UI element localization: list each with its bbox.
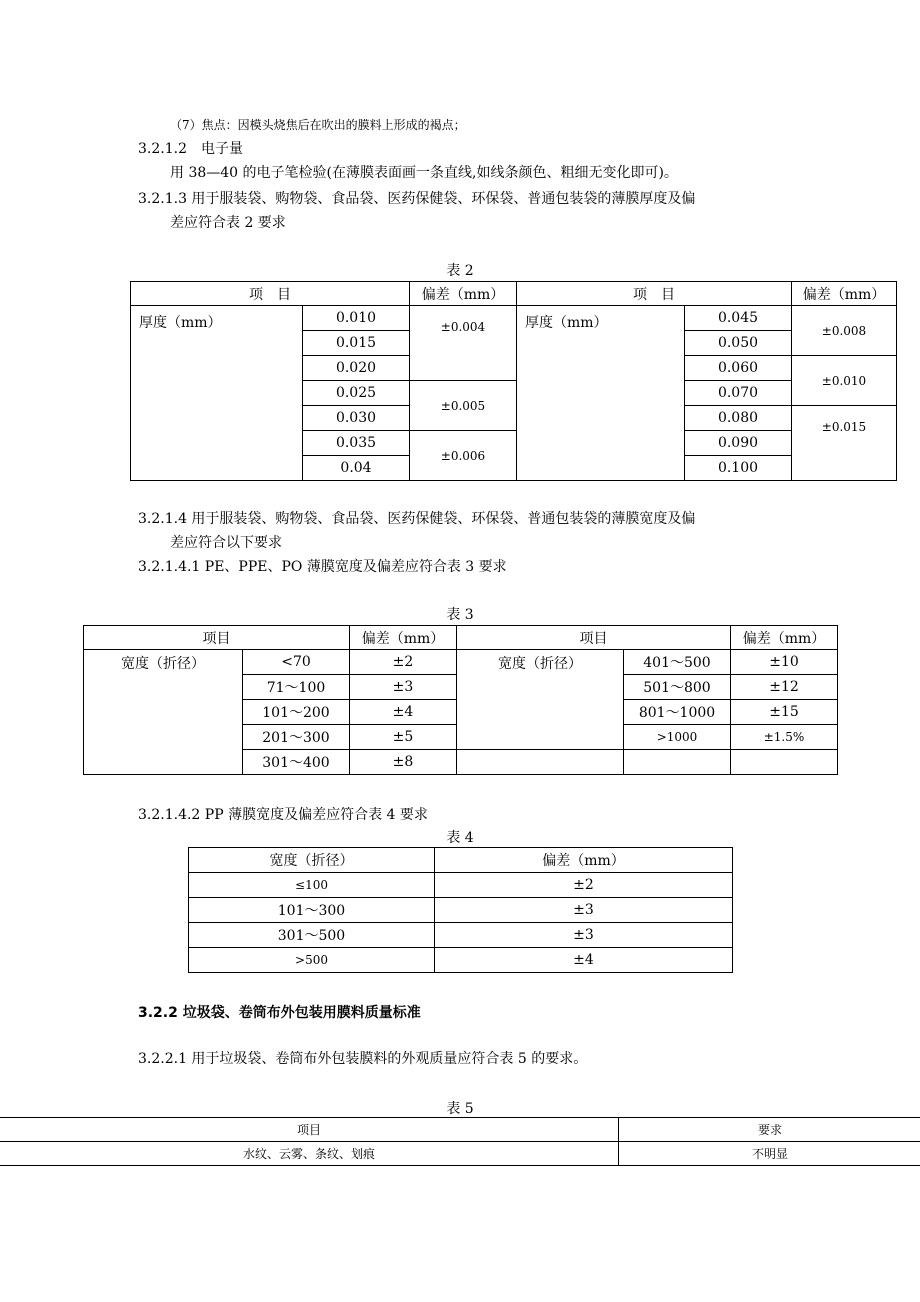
table-3-caption: 表 3 — [446, 607, 474, 623]
table-3-header-item-right: 项目 — [457, 626, 731, 650]
table-4-cell: ±2 — [435, 873, 733, 898]
section-3-2-1-2-heading: 3.2.1.2 电子量 — [138, 141, 243, 157]
table-2-cell: 0.070 — [685, 381, 792, 406]
section-3-2-1-3-text-cont: 差应符合表 2 要求 — [170, 215, 286, 231]
table-2-cell: 0.080 — [685, 406, 792, 431]
section-3-2-1-4-1-text: 3.2.1.4.1 PE、PPE、PO 薄膜宽度及偏差应符合表 3 要求 — [138, 559, 507, 575]
table-3-header-dev-left: 偏差（mm） — [350, 626, 457, 650]
section-3-2-1-2-text: 用 38—40 的电子笔检验(在薄膜表面画一条直线,如线条颜色、粗细无变化即可)。 — [170, 165, 678, 181]
table-3-cell: 101～200 — [243, 700, 350, 725]
section-3-2-2-heading: 3.2.2 垃圾袋、卷筒布外包装用膜料质量标准 — [138, 1005, 421, 1021]
section-3-2-1-4-text: 3.2.1.4 用于服装袋、购物袋、食品袋、医药保健袋、环保袋、普通包装袋的薄膜宽度及偏 — [138, 511, 696, 527]
table-3-cell: ±8 — [350, 750, 457, 775]
table-2-label-right: 厚度（mm） — [517, 306, 685, 481]
table-2-cell: 0.030 — [303, 406, 410, 431]
table-4-cell: ±3 — [435, 923, 733, 948]
table-2-dev-cell: ±0.015 — [792, 406, 897, 481]
defect-focus-item: （7）焦点：因模头烧焦后在吹出的膜料上形成的褐点； — [170, 118, 466, 132]
table-2-dev-cell: ±0.004 — [410, 306, 517, 381]
table-3-cell: ±3 — [350, 675, 457, 700]
table-3 — [83, 625, 838, 775]
table-3-cell: ±5 — [350, 725, 457, 750]
table-3-header-dev-right: 偏差（mm） — [731, 626, 838, 650]
table-3-cell: ±15 — [731, 700, 838, 725]
table-3-cell: ±10 — [731, 650, 838, 675]
table-3-empty-cell — [731, 750, 838, 775]
table-2-header-item-right: 项 目 — [517, 282, 792, 306]
table-3-cell: >1000 — [624, 725, 731, 750]
section-3-2-1-4-text-cont: 差应符合以下要求 — [170, 535, 282, 551]
table-4-cell: >500 — [189, 948, 435, 973]
table-2-caption: 表 2 — [446, 263, 474, 279]
table-2-cell: 0.035 — [303, 431, 410, 456]
table-2-cell: 0.025 — [303, 381, 410, 406]
section-3-2-1-4-2-text: 3.2.1.4.2 PP 薄膜宽度及偏差应符合表 4 要求 — [138, 807, 428, 823]
table-3-cell: 401～500 — [624, 650, 731, 675]
table-2-cell: 0.010 — [303, 306, 410, 331]
table-4-header-width: 宽度（折径） — [189, 848, 435, 873]
table-4-header-dev: 偏差（mm） — [435, 848, 733, 873]
table-3-cell: 201～300 — [243, 725, 350, 750]
table-3-empty-cell — [457, 750, 624, 775]
table-2-cell: 0.100 — [685, 456, 792, 481]
table-4-cell: ±3 — [435, 898, 733, 923]
table-4-caption: 表 4 — [446, 830, 474, 846]
table-5-caption: 表 5 — [446, 1101, 474, 1117]
table-2-header-dev-left: 偏差（mm） — [410, 282, 517, 306]
table-3-label-left: 宽度（折径） — [84, 650, 243, 775]
table-3-cell: ±2 — [350, 650, 457, 675]
table-3-cell: 71～100 — [243, 675, 350, 700]
table-3-cell: 801～1000 — [624, 700, 731, 725]
table-3-cell: ±1.5% — [731, 725, 838, 750]
table-3-empty-cell — [624, 750, 731, 775]
table-2 — [130, 281, 897, 481]
table-3-cell: <70 — [243, 650, 350, 675]
table-4-cell: 301～500 — [189, 923, 435, 948]
table-3-cell: ±12 — [731, 675, 838, 700]
table-5-cell: 不明显 — [619, 1142, 920, 1166]
table-2-dev-cell: ±0.006 — [410, 431, 517, 481]
table-2-dev-cell: ±0.005 — [410, 381, 517, 431]
table-5-cell: 水纹、云雾、条纹、划痕 — [0, 1142, 619, 1166]
table-2-cell: 0.090 — [685, 431, 792, 456]
table-3-cell: 301～400 — [243, 750, 350, 775]
table-2-dev-cell: ±0.010 — [792, 356, 897, 406]
table-3-cell: ±4 — [350, 700, 457, 725]
table-4 — [188, 847, 733, 973]
table-4-cell: ≤100 — [189, 873, 435, 898]
table-2-cell: 0.020 — [303, 356, 410, 381]
table-2-dev-cell: ±0.008 — [792, 306, 897, 356]
table-2-label-left: 厚度（mm） — [131, 306, 303, 481]
table-2-cell: 0.04 — [303, 456, 410, 481]
table-3-label-right: 宽度（折径） — [457, 650, 624, 750]
table-2-header-item-left: 项 目 — [131, 282, 410, 306]
table-4-cell: ±4 — [435, 948, 733, 973]
table-2-cell: 0.060 — [685, 356, 792, 381]
section-3-2-1-3-text: 3.2.1.3 用于服装袋、购物袋、食品袋、医药保健袋、环保袋、普通包装袋的薄膜厚度及偏 — [138, 191, 696, 207]
table-5 — [0, 1117, 920, 1166]
table-5-header-req: 要求 — [619, 1118, 920, 1142]
section-3-2-2-1-text: 3.2.2.1 用于垃圾袋、卷筒布外包装膜料的外观质量应符合表 5 的要求。 — [138, 1051, 588, 1067]
table-2-cell: 0.045 — [685, 306, 792, 331]
table-3-header-item-left: 项目 — [84, 626, 350, 650]
table-2-header-dev-right: 偏差（mm） — [792, 282, 897, 306]
table-5-header-item: 项目 — [0, 1118, 619, 1142]
table-2-cell: 0.050 — [685, 331, 792, 356]
table-4-cell: 101～300 — [189, 898, 435, 923]
table-3-cell: 501～800 — [624, 675, 731, 700]
table-2-cell: 0.015 — [303, 331, 410, 356]
